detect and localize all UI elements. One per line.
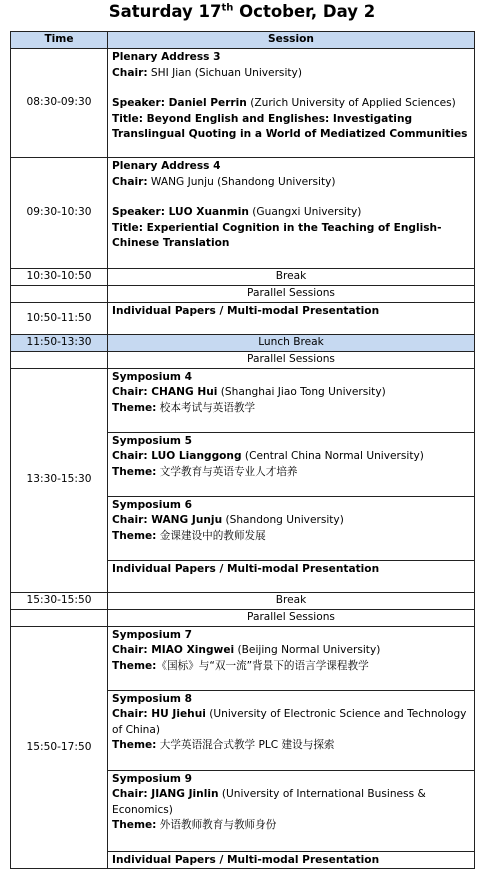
session-name: Plenary Address 4 — [112, 160, 221, 172]
table-row — [11, 158, 475, 269]
table-row — [11, 49, 475, 158]
time-cell: 09:30-10:30 — [11, 158, 108, 269]
chair-line: Chair: WANG Junju (Shandong University) — [112, 175, 336, 188]
table-row — [11, 335, 475, 352]
lunch-break-cell: Lunch Break — [108, 335, 475, 352]
time-header: Time — [11, 32, 108, 49]
speaker-line: Speaker: Daniel Perrin (Zurich University of Applied Sciences) — [112, 97, 456, 109]
table-row — [11, 303, 475, 335]
table-row — [11, 609, 475, 626]
break-cell: Break — [108, 592, 475, 609]
session-cell — [108, 158, 475, 269]
parallel-sessions-cell: Parallel Sessions — [108, 609, 475, 626]
table-row — [11, 269, 475, 286]
session-header: Session — [108, 32, 475, 49]
symposium-cell: Symposium 9 Chair: JIANG Jinlin (University of International Business & Economics) Theme: 外语教师教育与教师身份 — [108, 770, 475, 851]
symposium-cell: Symposium 4 Chair: CHANG Hui (Shanghai Jiao Tong University) Theme: 校本考试与英语教学 — [108, 368, 475, 432]
table-row — [11, 626, 475, 690]
talk-title: Title: Beyond English and Englishes: Investigating Translingual Quoting in a World of Mediatized Communities — [112, 112, 468, 140]
symposium-cell: Symposium 5 Chair: LUO Lianggong (Central China Normal University) Theme: 文学教育与英语专业人才培养 — [108, 432, 475, 496]
time-cell: 10:30-10:50 — [11, 269, 108, 286]
session-cell: Individual Papers / Multi-modal Presentation — [108, 303, 475, 335]
chair-line: Chair: SHI Jian (Sichuan University) — [112, 66, 302, 79]
table-row — [11, 592, 475, 609]
session-cell: Individual Papers / Multi-modal Presentation — [108, 851, 475, 869]
table-row — [11, 286, 475, 303]
page-title: Saturday 17th October, Day 2 — [108, 2, 376, 21]
session-name: Plenary Address 3 — [112, 51, 221, 63]
empty-time-cell — [11, 609, 108, 626]
schedule-table — [10, 31, 475, 869]
time-cell: 15:50-17:50 — [11, 626, 108, 869]
time-cell: 10:50-11:50 — [11, 303, 108, 335]
speaker-line: Speaker: LUO Xuanmin (Guangxi University) — [112, 206, 362, 218]
session-cell — [108, 49, 475, 158]
symposium-cell: Symposium 8 Chair: HU Jiehui (University of Electronic Science and Technology of China) Theme: 大学英语混合式教学 PLC 建设与探索 — [108, 690, 475, 770]
table-row — [11, 368, 475, 432]
time-cell: 15:30-15:50 — [11, 592, 108, 609]
symposium-cell: Symposium 6 Chair: WANG Junju (Shandong University) Theme: 金课建设中的教师发展 — [108, 496, 475, 560]
time-cell: 13:30-15:30 — [11, 368, 108, 592]
time-cell: 11:50-13:30 — [11, 335, 108, 352]
time-cell: 08:30-09:30 — [11, 49, 108, 158]
empty-time-cell — [11, 352, 108, 369]
talk-title: Title: Experiential Cognition in the Teaching of English-Chinese Translation — [112, 221, 442, 249]
empty-time-cell — [11, 286, 108, 303]
break-cell: Break — [108, 269, 475, 286]
table-row — [11, 352, 475, 369]
parallel-sessions-cell: Parallel Sessions — [108, 352, 475, 369]
session-cell: Individual Papers / Multi-modal Presentation — [108, 560, 475, 592]
table-header — [11, 32, 475, 49]
parallel-sessions-cell: Parallel Sessions — [108, 286, 475, 303]
symposium-cell: Symposium 7 Chair: MIAO Xingwei (Beijing Normal University) Theme:《国标》与“双一流”背景下的语言学课程教学 — [108, 626, 475, 690]
